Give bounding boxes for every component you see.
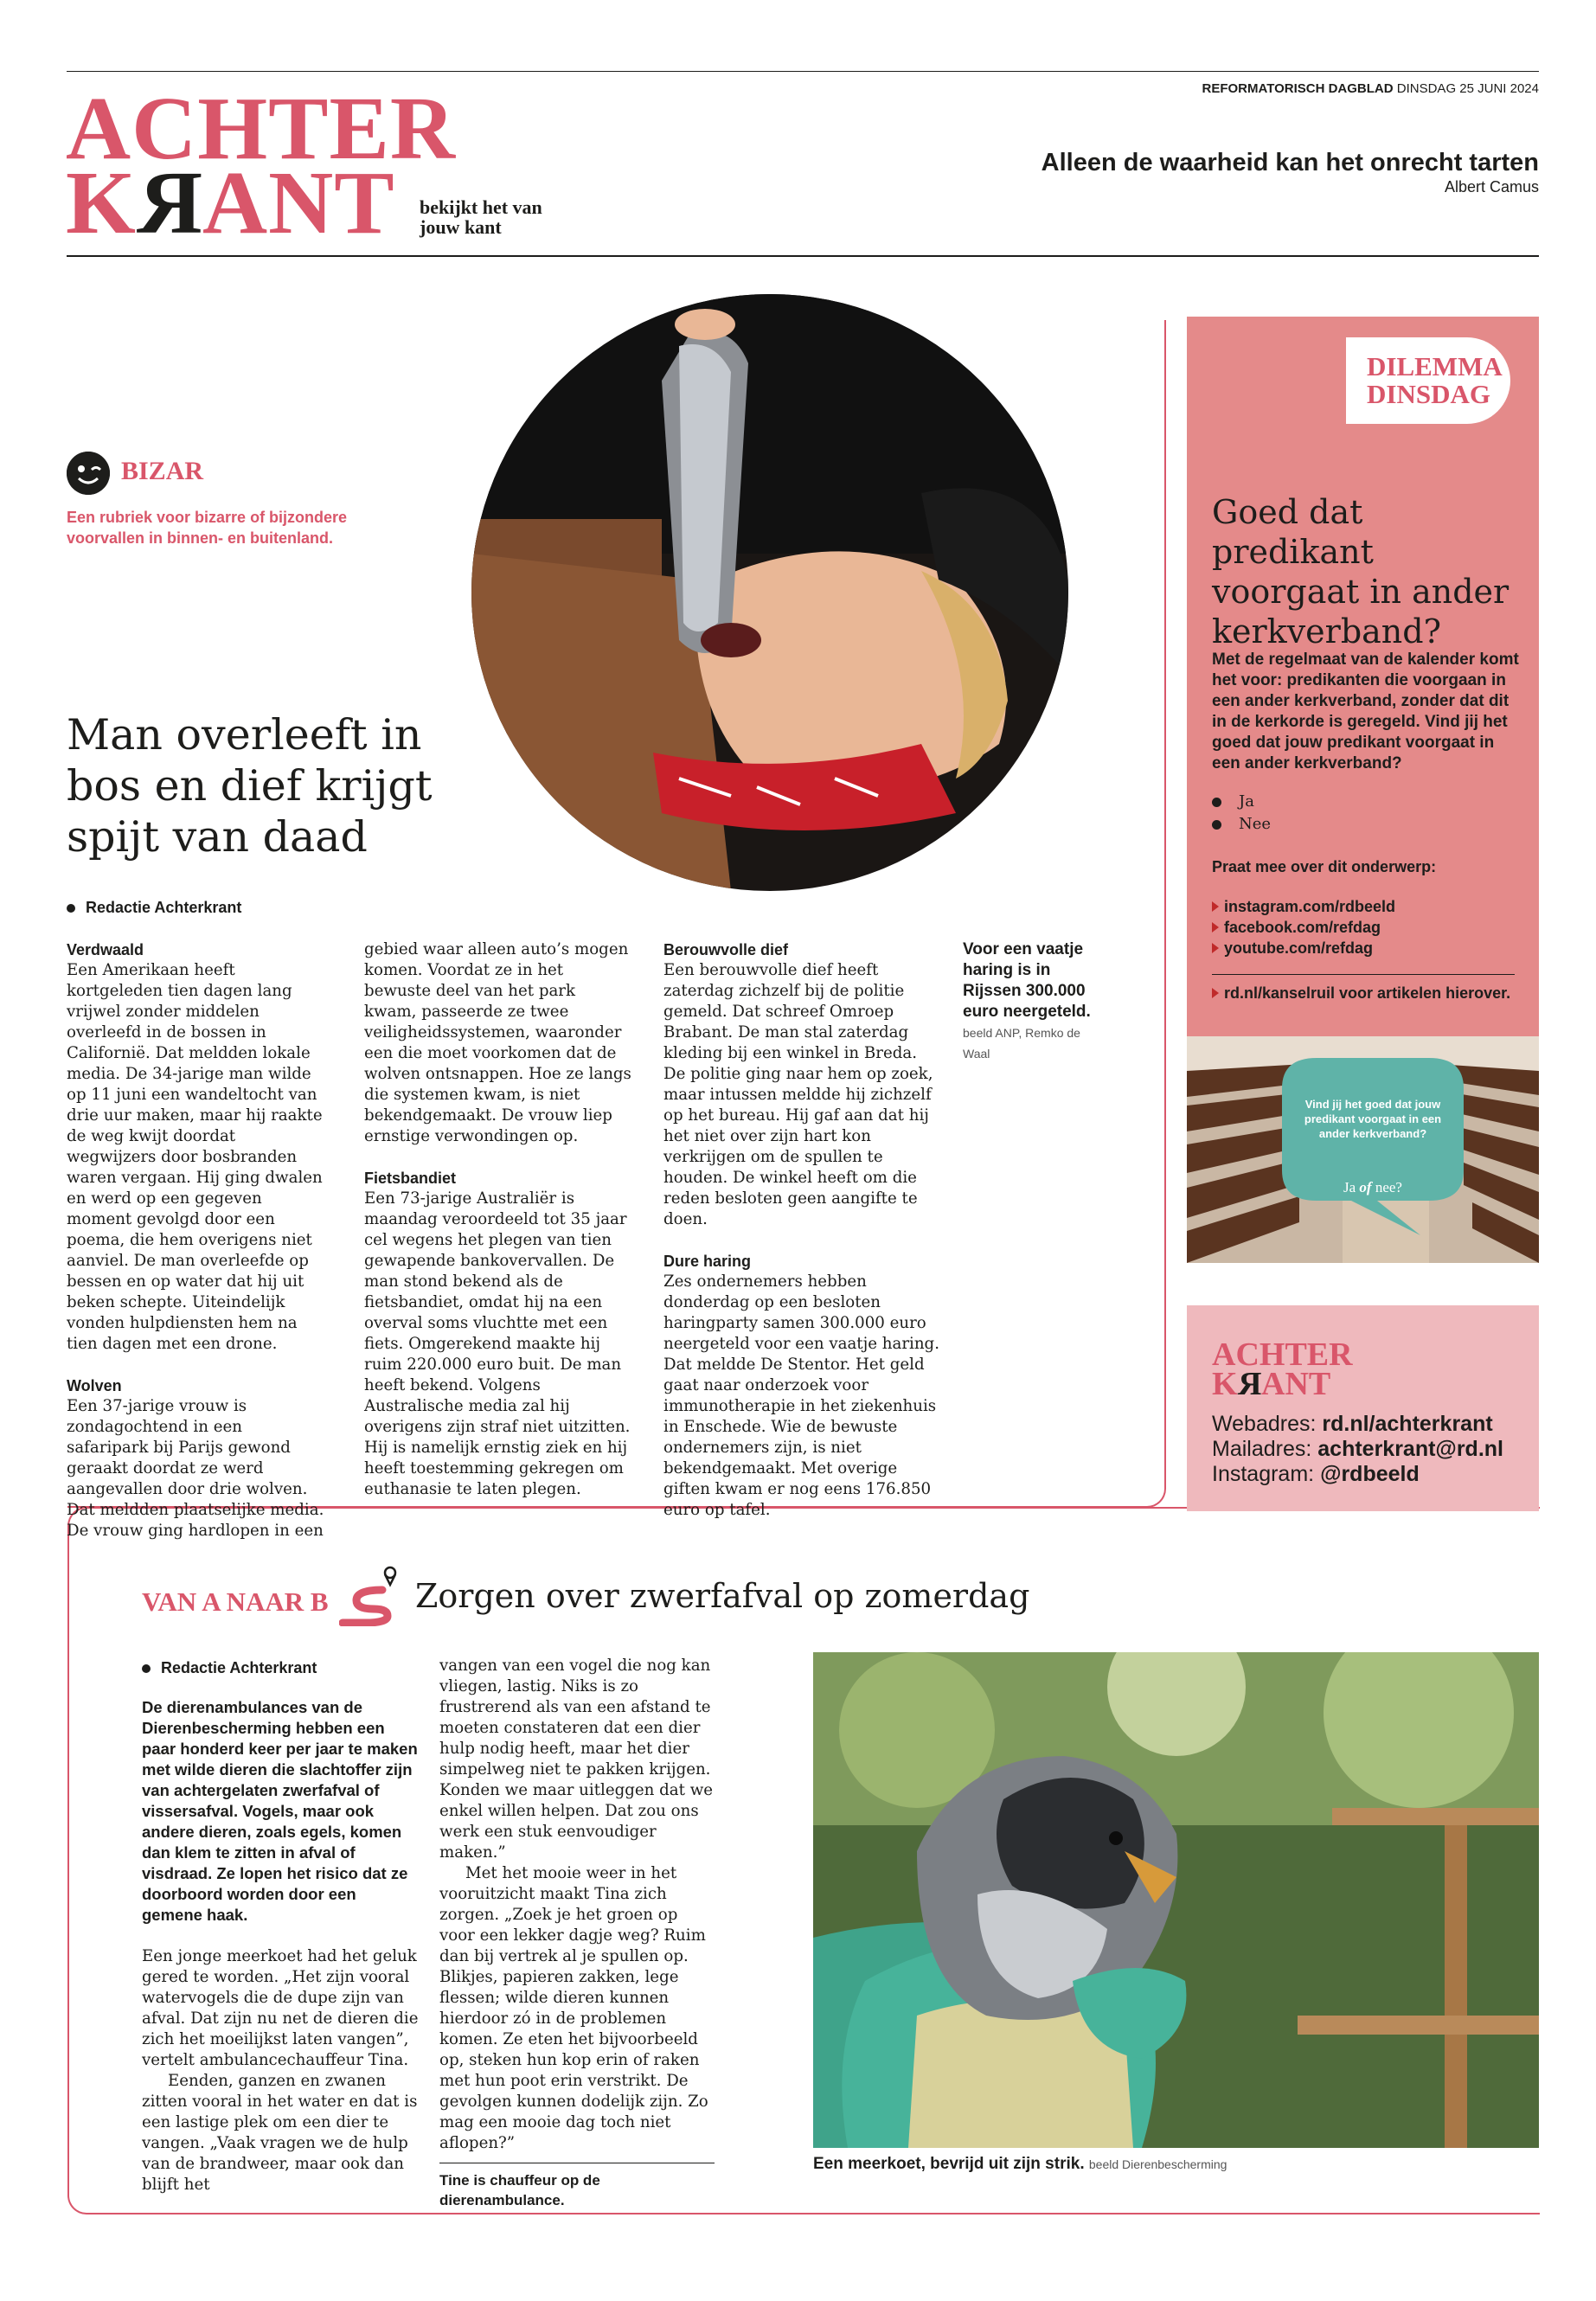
contact-panel bbox=[1187, 1305, 1539, 1511]
bizar-column-2 bbox=[364, 939, 632, 1500]
dilemma-panel bbox=[1187, 317, 1539, 1036]
paragraph-berouwvolle-dief: Een berouwvolle dief heeft zaterdag zichzelf bij de politie gemeld. Dat schreef Omroep Brabant. De man stal zaterdag kleding bij een winkel in Breda. De politie ging naar hem op zoek, maar intussen meldde hij zichzelf op het bureau. Hij gaf aan dat hij het niet over zijn hart kon verkrijgen om de spullen te houden. De winkel heeft om die reden besloten geen aangifte te doen. bbox=[663, 961, 933, 1228]
paragraph-wolven: Een 37-jarige vrouw is zondagochtend in een safaripark bij Parijs gewond geraakt doordat ze werd aangevallen door drie wolven. Dat meldden plaatselijke media. De vrouw ging hardlopen in een bbox=[67, 1397, 324, 1540]
badge-line-2: DINSDAG bbox=[1367, 379, 1490, 409]
logo-line-1: ACHTER bbox=[66, 79, 456, 178]
link-youtube[interactable]: youtube.com/refdag bbox=[1212, 938, 1395, 958]
vab-footnote: Tine is chauffeur op de dierenambulance. bbox=[439, 2172, 600, 2208]
link-kanselruil[interactable]: rd.nl/kanselruil voor artikelen hierover. bbox=[1212, 983, 1510, 1003]
top-rule bbox=[67, 71, 1539, 72]
dilemma-badge bbox=[1346, 337, 1510, 424]
dilemma-links bbox=[1212, 896, 1395, 958]
arrow-icon bbox=[1212, 943, 1219, 953]
vab-column-2 bbox=[439, 1656, 716, 2210]
contact-logo: ACHTER KRANT bbox=[1212, 1336, 1353, 1402]
byline-text: Redactie Achterkrant bbox=[161, 1659, 317, 1676]
issue-date: DINSDAG 25 JUNI 2024 bbox=[1396, 81, 1539, 96]
link-facebook[interactable]: facebook.com/refdag bbox=[1212, 917, 1395, 938]
option-nee[interactable]: Nee bbox=[1212, 813, 1271, 836]
paper-name: REFORMATORISCH DAGBLAD bbox=[1202, 81, 1394, 96]
dilemma-prompt: Praat mee over dit onderwerp: bbox=[1212, 858, 1437, 875]
masthead-logo bbox=[66, 79, 456, 253]
vab-column-1 bbox=[142, 1697, 419, 2195]
bubble-answer: Ja of nee? bbox=[1343, 1179, 1402, 1195]
dilemma-divider bbox=[1212, 974, 1515, 975]
contact-web[interactable]: Webadres: rd.nl/achterkrant bbox=[1212, 1412, 1493, 1436]
logo-line-2: KRANT bbox=[66, 153, 395, 253]
masthead-tagline: bekijkt het van jouw kant bbox=[420, 196, 542, 238]
subhead-fietsbandiet: Fietsbandiet bbox=[364, 1170, 457, 1187]
bizar-byline bbox=[67, 899, 241, 917]
badge-line-1: DILEMMA bbox=[1367, 351, 1503, 381]
bizar-section-title: BIZAR bbox=[121, 457, 204, 485]
meerkoet-photo-caption bbox=[813, 2154, 1227, 2175]
paragraph-fietsbandiet: Een 73-jarige Australiër is maandag veroordeeld tot 35 jaar cel wegens het plegen van tien gewapende bankovervallen. De man stond bekend als de fietsbandiet, omdat hij na een overval soms vluchtte met een fiets. Omgerekend maakte hij ruim 220.000 euro buit. De man heeft bekend. Volgens Australische media zal hij overigens zijn straf niet uitzitten. Hij is namelijk ernstig ziek en hij heeft toestemming gekregen om euthanasie te laten plegen. bbox=[364, 1189, 631, 1498]
arrow-icon bbox=[1212, 922, 1219, 933]
vab-paragraph-1: Een jonge meerkoet had het geluk gered te worden. „Het zijn vooral watervogels die de dupe zijn van afval. Dat zijn nu net de dieren die zich het moeilijkst laten vangen”, vertelt ambulancechauffeur Tina. bbox=[142, 1947, 419, 2069]
vab-lead: De dierenambulances van de Dierenbescherming hebben een paar honderd keer per jaar te maken met wilde dieren die slachtoffer zijn van achtergelaten zwerfafval of vissersafval. Vogels, maar ook andere dieren, zoals egels, komen dan klem te zitten in afval of visdraad. Ze lopen het risico dat ze doorboord worden door een gemene haak. bbox=[142, 1698, 418, 1924]
bubble-question: Vind jij het goed dat jouw predikant voorgaat in een ander kerkverband? bbox=[1304, 1098, 1442, 1140]
herring-photo-caption bbox=[963, 939, 1097, 1064]
winking-face-icon bbox=[67, 452, 110, 495]
vab-paragraph-4: Met het mooie weer in het vooruitzicht maakt Tina zich zorgen. „Zoek je het groen op voor een lekker dagje weg? Ruim dan bij vertrek al je spullen op. Blikjes, papieren zakken, lege flessen; wilde dieren kunnen hierdoor zó in de problemen komen. Ze eten het bijvoorbeeld op, steken hun kop erin of raken met hun poot erin verstrikt. De gevolgen kunnen dodelijk zijn. Zo mag een mooie dag toch niet aflopen?” bbox=[439, 1864, 708, 2152]
contact-instagram[interactable]: Instagram: @rdbeeld bbox=[1212, 1462, 1420, 1486]
church-pews-image bbox=[1187, 1036, 1539, 1263]
masthead-quote-author: Albert Camus bbox=[1444, 178, 1539, 195]
option-ja[interactable]: Ja bbox=[1212, 791, 1271, 813]
byline-dot bbox=[142, 1664, 151, 1673]
arrow-icon bbox=[1212, 901, 1219, 912]
dilemma-options bbox=[1212, 791, 1271, 836]
bizar-headline: Man overleeft in bos en dief krijgt spijt van daad bbox=[67, 710, 433, 862]
caption-text: Voor een vaatje haring is in Rijssen 300.000 euro neergeteld. bbox=[963, 940, 1091, 1021]
caption-credit: beeld ANP, Remko de Waal bbox=[963, 1026, 1080, 1061]
dilemma-question: Goed dat predikant voorgaat in ander kerkverband? bbox=[1212, 493, 1509, 651]
byline-dot bbox=[67, 904, 75, 913]
byline-text: Redactie Achterkrant bbox=[86, 899, 242, 916]
arrow-icon bbox=[1212, 988, 1219, 998]
link-instagram[interactable]: instagram.com/rdbeeld bbox=[1212, 896, 1395, 917]
vab-paragraph-3: vangen van een vogel die nog kan vliegen, lastig. Niks is zo frustrerend als van een afstand te moeten constateren dat een dier hulp nodig heeft, maar het dier simpelweg niet te pakken krijgen. Konden we maar uitleggen dat we enkel willen helpen. Dat zou ons werk een stuk eenvoudiger maken.” bbox=[439, 1657, 714, 1862]
van-a-naar-b-title: Zorgen over zwerfafval op zomerdag bbox=[415, 1577, 1030, 1615]
bizar-description: Een rubriek voor bizarre of bijzondere voorvallen in binnen- en buitenland. bbox=[67, 509, 348, 547]
masthead-quote: Alleen de waarheid kan het onrecht tarten bbox=[1041, 149, 1539, 176]
caption-credit: beeld Dierenbescherming bbox=[1088, 2157, 1227, 2171]
subhead-berouwvolle-dief: Berouwvolle dief bbox=[663, 941, 789, 958]
subhead-wolven: Wolven bbox=[67, 1377, 122, 1394]
meerkoet-photo bbox=[813, 1652, 1539, 2148]
masthead-bottom-rule bbox=[67, 255, 1539, 257]
option-bullet bbox=[1212, 798, 1221, 807]
vab-byline bbox=[142, 1659, 317, 1677]
paragraph-dure-haring: Zes ondernemers hebben donderdag op een besloten haringparty samen 300.000 euro neergeteld voor een vaatje haring. Dat meldde De Stentor. Het geld gaat naar onderzoek voor immunotherapie in het ziekenhuis in Enschede. Wie de bewuste ondernemers zijn, is niet bekendgemaakt. Met overige giften kwam er nog eens 176.850 euro op tafel. bbox=[663, 1272, 939, 1519]
bizar-column-1 bbox=[67, 939, 326, 1541]
caption-text: Een meerkoet, bevrijd uit zijn strik. bbox=[813, 2155, 1085, 2173]
contact-mail[interactable]: Mailadres: achterkrant@rd.nl bbox=[1212, 1437, 1503, 1461]
route-icon bbox=[339, 1564, 400, 1630]
subhead-dure-haring: Dure haring bbox=[663, 1253, 752, 1270]
subhead-verdwaald: Verdwaald bbox=[67, 941, 144, 958]
dilemma-intro: Met de regelmaat van de kalender komt het voor: predikanten die voorgaan in een ander kerkverband, zonder dat dit in de kerkorde is geregeld. Vind jij het goed dat jouw predikant voorgaat in een ander kerkverband? bbox=[1212, 651, 1519, 772]
van-a-naar-b-label: VAN A NAAR B bbox=[142, 1586, 329, 1617]
paragraph-wolven-cont: gebied waar alleen auto’s mogen komen. Voordat ze in het bewuste deel van het park kwam, passeerde ze twee veiligheidssystemen, waaronder een die moet voorkomen dat de wolven ontsnappen. Hoe ze langs die systemen kwam, is niet bekendgemaakt. De vrouw liep ernstige verwondingen op. bbox=[364, 940, 631, 1145]
vab-paragraph-2: Eenden, ganzen en zwanen zitten vooral in het water en dat is een lastige plek om een dier te vangen. „Vaak vragen we de hulp van de brandweer, maar ook dan blijft het bbox=[142, 2072, 418, 2194]
option-bullet bbox=[1212, 820, 1221, 830]
paper-date-line bbox=[1202, 81, 1539, 96]
bizar-column-3 bbox=[663, 939, 940, 1521]
herring-photo bbox=[471, 294, 1068, 891]
paragraph-verdwaald: Een Amerikaan heeft kortgeleden tien dagen lang vrijwel zonder middelen overleefd in de bossen in Californië. Dat meldden lokale media. De 34-jarige man wilde op 11 juni een wandeltocht van drie uur maken, maar hij raakte de weg kwijt doordat wegwijzers door bosbranden waren vergaan. Hij ging dwalen en werd op een gegeven moment gevolgd door een poema, die hem overigens niet aanviel. De man overleefde op bessen en op water dat hij uit beken schepte. Uiteindelijk vonden hulpdiensten hem na tien dagen met een drone. bbox=[67, 961, 323, 1353]
